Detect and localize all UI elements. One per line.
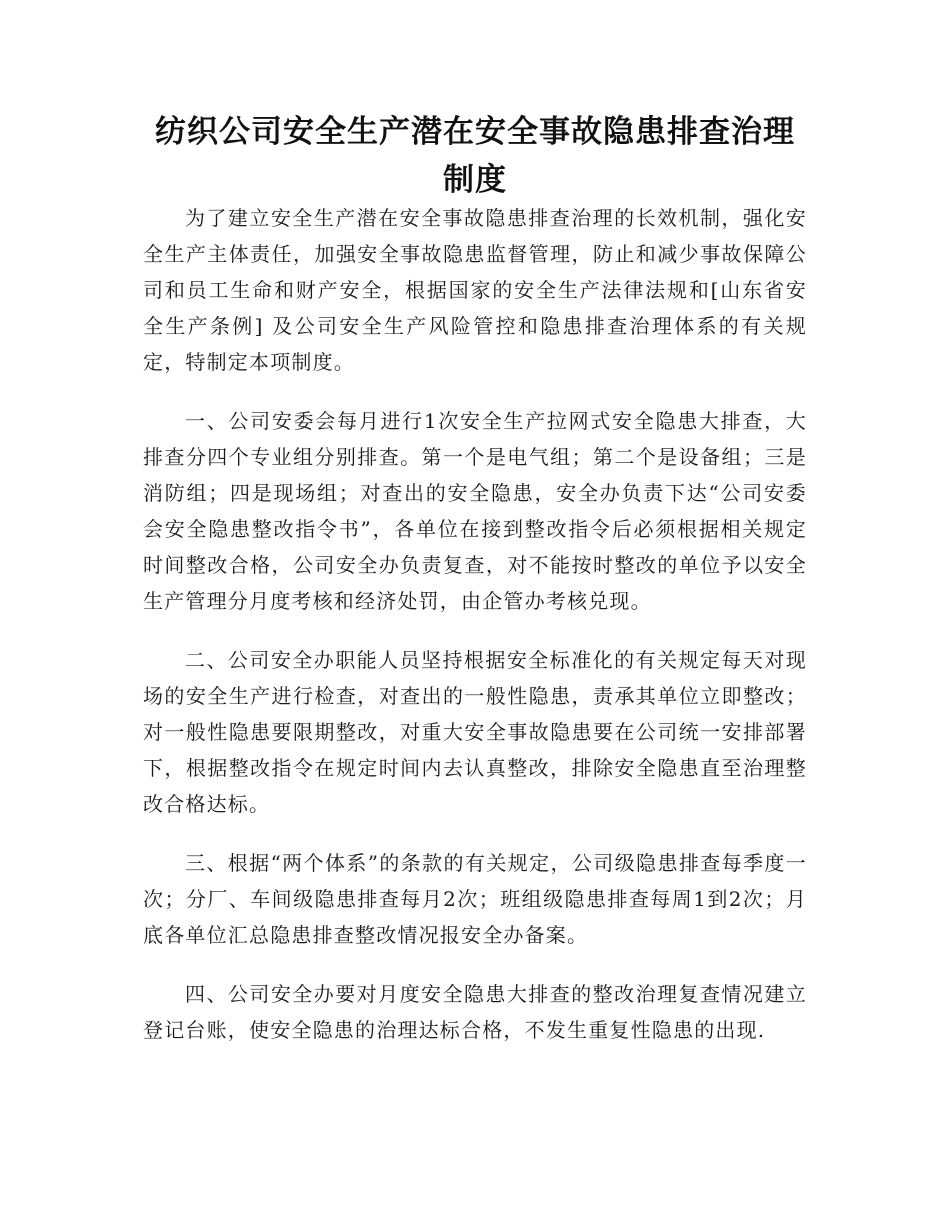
- document-title: 纺织公司安全生产潜在安全事故隐患排查治理制度: [155, 114, 795, 198]
- paragraph-section-4: 四、公司安全办要对月度安全隐患大排查的整改治理复查情况建立登记台账，使安全隐患的治理达标合格，不发生重复性隐患的出现.: [143, 982, 807, 1042]
- paragraph-section-1: 一、公司安委会每月进行1次安全生产拉网式安全隐患大排查，大排查分四个专业组分别排查。第一个是电气组；第二个是设备组；三是消防组；四是现场组；对查出的安全隐患，安全办负责下达“公司安委会安全隐患整改指令书”，各单位在接到整改指令后必须根据相关规定时间整改合格，公司安全办负责复查，对不能按时整改的单位予以安全生产管理分月度考核和经济处罚，由企管办考核兑现。: [143, 409, 807, 613]
- document-body: [143, 200, 807, 1071]
- paragraph-section-2: 二、公司安全办职能人员坚持根据安全标准化的有关规定每天对现场的安全生产进行检查，对查出的一般性隐患，责承其单位立即整改；对一般性隐患要限期整改，对重大安全事故隐患要在公司统一安排部署下，根据整改指令在规定时间内去认真整改，排除安全隐患直至治理整改合格达标。: [143, 648, 807, 816]
- paragraph-intro: 为了建立安全生产潜在安全事故隐患排查治理的长效机制，强化安全生产主体责任，加强安全事故隐患监督管理，防止和减少事故保障公司和员工生命和财产安全，根据国家的安全生产法律法规和[山东省安全生产条例] 及公司安全生产风险管控和隐患排查治理体系的有关规定，特制定本项制度。: [143, 206, 807, 374]
- paragraph-section-3: 三、根据“两个体系”的条款的有关规定，公司级隐患排查每季度一次；分厂、车间级隐患排查每月2次；班组级隐患排查每周1到2次；月底各单位汇总隐患排查整改情况报安全办备案。: [143, 851, 807, 947]
